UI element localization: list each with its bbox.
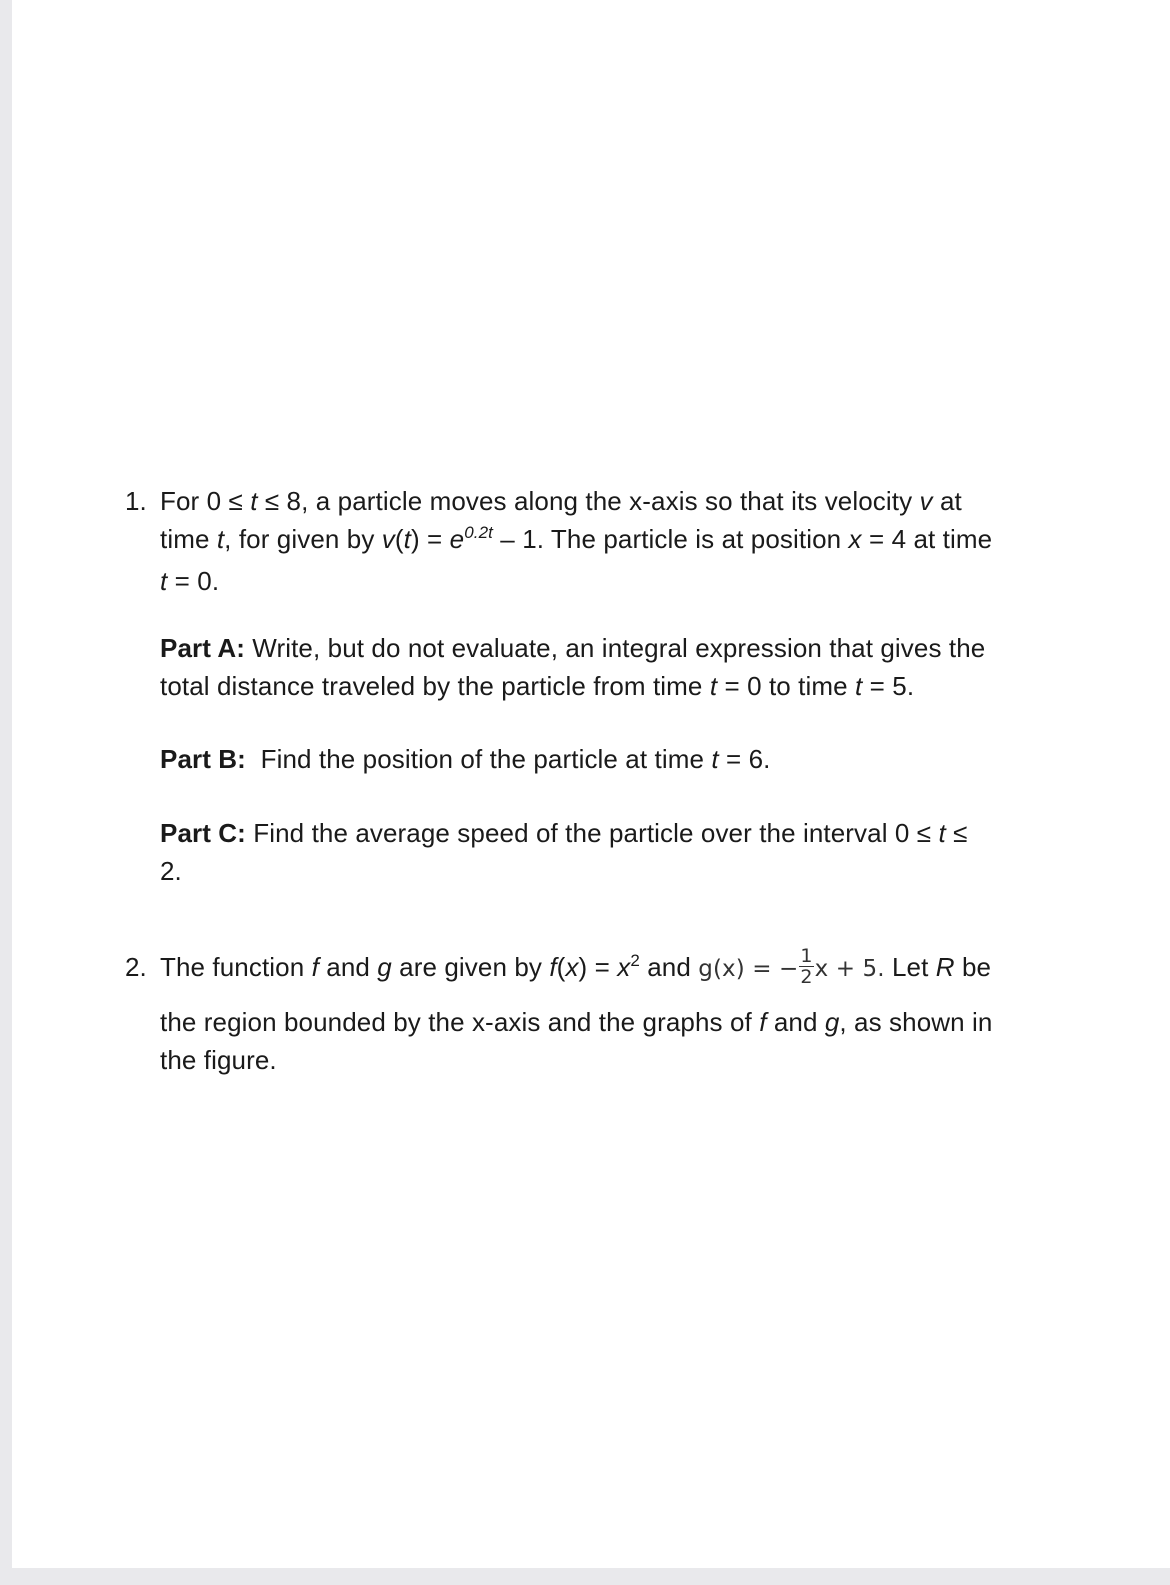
- part-a-label: Part A:: [160, 633, 245, 663]
- problem-1-line-1: For 0 ≤ t ≤ 8, a particle moves along the x-axis so that its velocity v at: [160, 486, 962, 516]
- problem-2-number: 2.: [125, 952, 147, 982]
- part-c: Part C: Find the average speed of the particle over the interval 0 ≤ t ≤ 2.: [160, 818, 968, 886]
- problem-1-number: 1.: [125, 486, 147, 516]
- one-half-fraction: $\frac{1}{2}$: [800, 945, 813, 988]
- problem-1-line-3: t = 0.: [160, 566, 220, 596]
- part-b-label: Part B:: [160, 744, 246, 774]
- problem-1-line-2: time t, for given by $v(t) = e^{0.2t} - 1$. The particle is at position x = 4 at time: [160, 523, 993, 554]
- problem-1-statement: [160, 482, 1050, 600]
- g-function-expression: g(x) = − $\frac{1}{2}$ x + 5.: [698, 945, 885, 988]
- document-page: [12, 0, 1170, 1568]
- problem-2-line-1: The function f and g are given by $f(x) = x^2$ and g(x) = − $\frac{1}{2}$ x + 5. Let R be: [160, 945, 992, 988]
- part-c-label: Part C:: [160, 818, 246, 848]
- part-b: Part B: Find the position of the particle at time t = 6.: [160, 744, 771, 774]
- part-a: Part A: Write, but do not evaluate, an integral expression that gives the total distance traveled by the particle from time t = 0 to time t = 5.: [160, 633, 986, 701]
- problem-2-continuation: the region bounded by the x-axis and the graphs of f and g, as shown in the figure.: [160, 1007, 993, 1075]
